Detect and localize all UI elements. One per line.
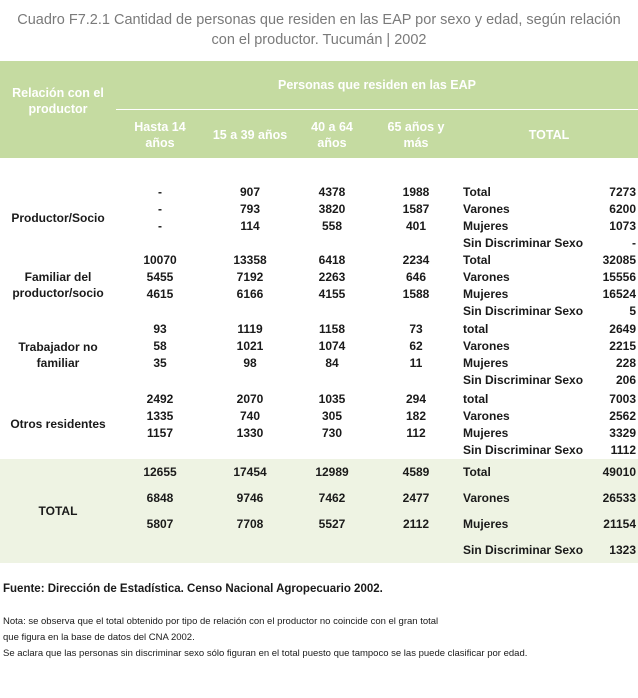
cell-c2: 3820: [318, 202, 346, 216]
row-total-value: 1323: [609, 543, 636, 557]
cell-c0: 58: [153, 339, 167, 353]
header-col-total: TOTAL: [528, 128, 570, 142]
row-total-value: 15556: [602, 270, 636, 284]
cell-c1: 114: [240, 219, 260, 233]
cell-c3: 11: [409, 356, 423, 370]
row-total-value: 2562: [609, 409, 636, 423]
row-type-label: Sin Discriminar Sexo: [463, 304, 584, 318]
note-line-3: Se aclara que las personas sin discriminar sexo sólo figuran en el total puesto que tampoco se las puede clasificar por edad.: [3, 648, 528, 659]
cell-c3: 1587: [402, 202, 430, 216]
cell-c1: 793: [239, 202, 261, 216]
cell-c1: 1119: [237, 322, 263, 336]
row-total-value: 6200: [609, 202, 636, 216]
row-total-value: 206: [615, 373, 636, 387]
cell-c2: 1074: [318, 339, 346, 353]
cell-c2: 12989: [315, 465, 349, 479]
cell-c0: -: [158, 185, 162, 199]
row-type-label: Total: [463, 465, 491, 479]
row-type-label: Total: [463, 185, 491, 199]
row-total-value: 16524: [602, 287, 636, 301]
source-note: Fuente: Dirección de Estadística. Censo Nacional Agropecuario 2002.: [3, 583, 383, 595]
header-divider: [116, 109, 638, 110]
cell-c3: 182: [405, 409, 427, 423]
cell-c0: 35: [153, 356, 167, 370]
cell-c0: 5455: [146, 270, 174, 284]
row-type-label: Sin Discriminar Sexo: [463, 373, 584, 387]
cell-c2: 1158: [318, 322, 346, 336]
cell-c3: 73: [409, 322, 423, 336]
cell-c0: 2492: [146, 392, 174, 406]
cell-c3: 646: [405, 270, 427, 284]
row-total-value: 1112: [610, 443, 636, 457]
cell-c2: 5527: [318, 517, 346, 531]
cell-c2: 305: [321, 409, 343, 423]
cell-c2: 4155: [318, 287, 346, 301]
row-type-label: Varones: [463, 491, 510, 505]
cell-c1: 9746: [236, 491, 264, 505]
row-total-value: 2215: [609, 339, 636, 353]
cell-c1: 6166: [236, 287, 264, 301]
cell-c0: 5807: [146, 517, 174, 531]
cell-c1: 1021: [236, 339, 264, 353]
cell-c3: 2477: [402, 491, 430, 505]
header-col-40-64: 40 a 64 años: [311, 120, 353, 150]
cell-c1: 13358: [233, 253, 267, 267]
cell-c0: 1335: [146, 409, 174, 423]
group-label-2: Trabajador no familiar: [18, 340, 98, 370]
row-total-value: -: [632, 236, 636, 250]
cell-c3: 294: [405, 392, 427, 406]
total-group-label: TOTAL: [38, 504, 78, 518]
group-label-3: Otros residentes: [10, 417, 106, 431]
row-type-label: Varones: [463, 409, 510, 423]
cell-c3: 1588: [402, 287, 430, 301]
header-col-65mas: 65 años y más: [387, 120, 445, 150]
row-total-value: 2649: [609, 322, 636, 336]
cell-c2: 730: [321, 426, 343, 440]
header-col-hasta14: Hasta 14 años: [134, 120, 186, 150]
cell-c3: 401: [405, 219, 427, 233]
row-total-value: 228: [615, 356, 636, 370]
row-type-label: total: [463, 392, 489, 406]
row-type-label: total: [463, 322, 489, 336]
row-total-value: 7003: [609, 392, 636, 406]
row-type-label: Mujeres: [463, 356, 509, 370]
header-col-15-39: 15 a 39 años: [212, 128, 288, 142]
title-line-1: Cuadro F7.2.1 Cantidad de personas que residen en las EAP por sexo y edad, según relación: [17, 12, 621, 28]
cell-c2: 4378: [318, 185, 346, 199]
cell-c3: 112: [406, 426, 426, 440]
row-total-value: 26533: [602, 491, 636, 505]
row-type-label: Sin Discriminar Sexo: [463, 443, 584, 457]
row-total-value: 49010: [602, 465, 636, 479]
cell-c1: 1330: [236, 426, 264, 440]
row-type-label: Mujeres: [463, 426, 509, 440]
cell-c3: 62: [409, 339, 423, 353]
cell-c0: -: [158, 219, 162, 233]
note-line-2: que figura en la base de datos del CNA 2002.: [3, 632, 195, 643]
row-type-label: Varones: [463, 270, 510, 284]
cell-c1: 17454: [233, 465, 267, 479]
cell-c0: 4615: [146, 287, 174, 301]
row-total-value: 3329: [609, 426, 636, 440]
cell-c0: 6848: [146, 491, 174, 505]
row-type-label: Mujeres: [463, 219, 509, 233]
group-label-1: Familiar del productor/socio: [12, 270, 104, 300]
cell-c0: 10070: [143, 253, 177, 267]
cell-c1: 740: [239, 409, 261, 423]
cell-c2: 6418: [318, 253, 346, 267]
cell-c0: 1157: [146, 426, 174, 440]
row-type-label: Total: [463, 253, 491, 267]
title-line-2: con el productor. Tucumán | 2002: [211, 32, 427, 48]
group-label-0: Productor/Socio: [11, 211, 105, 225]
row-total-value: 32085: [602, 253, 636, 267]
cell-c1: 7192: [236, 270, 264, 284]
cell-c0: -: [158, 202, 162, 216]
row-type-label: Sin Discriminar Sexo: [463, 236, 584, 250]
cell-c1: 98: [243, 356, 257, 370]
cell-c2: 1035: [318, 392, 346, 406]
cell-c1: 7708: [236, 517, 264, 531]
row-type-label: Mujeres: [463, 287, 509, 301]
cell-c3: 2112: [402, 517, 430, 531]
row-type-label: Mujeres: [463, 517, 509, 531]
note-line-1: Nota: se observa que el total obtenido por tipo de relación con el productor no coincide con el gran total: [3, 616, 439, 627]
cell-c2: 2263: [318, 270, 346, 284]
table-title: [0, 10, 638, 50]
row-type-label: Varones: [463, 202, 510, 216]
cell-c0: 12655: [143, 465, 177, 479]
cell-c1: 2070: [236, 392, 264, 406]
row-type-label: Sin Discriminar Sexo: [463, 543, 584, 557]
cell-c1: 907: [239, 185, 261, 199]
header-relacion: Relación con el productor: [12, 86, 104, 116]
cell-c2: 558: [321, 219, 343, 233]
cell-c3: 1988: [402, 185, 430, 199]
row-total-value: 5: [629, 304, 636, 318]
row-type-label: Varones: [463, 339, 510, 353]
row-total-value: 1073: [609, 219, 636, 233]
header-personas: Personas que residen en las EAP: [278, 78, 476, 92]
cell-c0: 93: [153, 322, 167, 336]
cell-c3: 2234: [402, 253, 430, 267]
cell-c3: 4589: [402, 465, 430, 479]
row-total-value: 7273: [609, 185, 636, 199]
cell-c2: 84: [325, 356, 339, 370]
row-total-value: 21154: [603, 517, 636, 531]
cell-c2: 7462: [318, 491, 346, 505]
